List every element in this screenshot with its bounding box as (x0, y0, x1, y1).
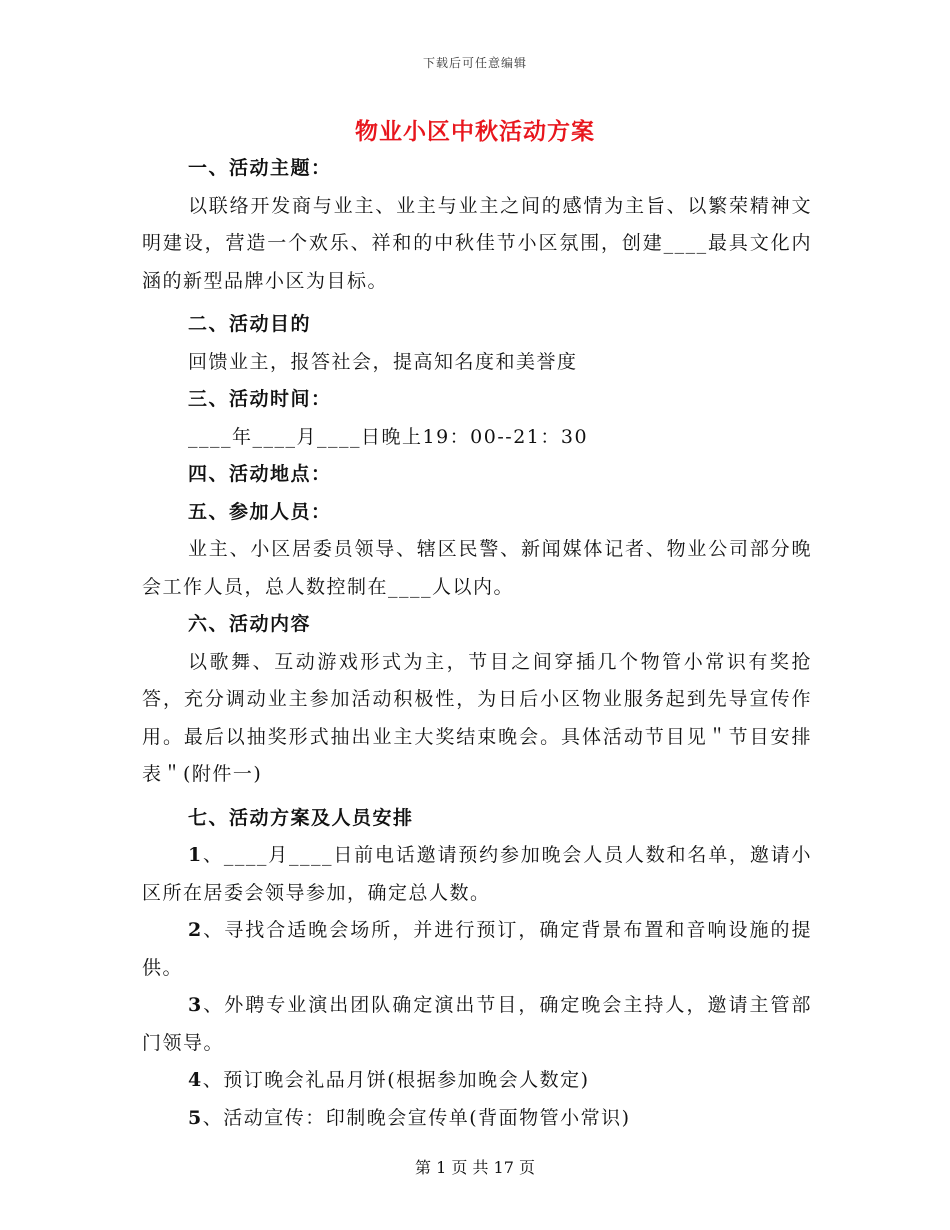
section-heading-location: 四、活动地点： (188, 463, 332, 485)
document-body (142, 150, 812, 1137)
list-item-number: 5 (188, 1106, 203, 1129)
list-item-text: 、寻找合适晚会场所，并进行预订，确定背景布置和音响设施的提供。 (142, 919, 812, 979)
section-heading-time: 三、活动时间： (188, 388, 332, 410)
page-number: 第 1 页 共 17 页 (415, 1158, 535, 1177)
section-heading-participants: 五、参加人员： (188, 500, 332, 523)
list-item-text: 、预订晚会礼品月饼(根据参加晚会人数定) (202, 1069, 590, 1091)
section-heading-content: 六、活动内容 (188, 613, 312, 635)
list-item-number: 4 (188, 1069, 203, 1091)
document-title: 物业小区中秋活动方案 (355, 118, 595, 145)
list-item-number: 2 (188, 919, 203, 941)
list-item (142, 837, 812, 912)
list-item-number: 3 (188, 994, 203, 1016)
list-item-text: 、____月____日前电话邀请预约参加晚会人员人数和名单，邀请小区所在居委会领导参加，确定总人数。 (142, 844, 812, 904)
section-body-content: 以歌舞、互动游戏形式为主，节目之间穿插几个物管小常识有奖抢答，充分调动业主参加活动积极性，为日后小区物业服务起到先导宣传作用。最后以抽奖形式抽出业主大奖结束晚会。具体活动节目见＂节目安排表＂(附件一) (142, 650, 812, 785)
section-body-participants: 业主、小区居委员领导、辖区民警、新闻媒体记者、物业公司部分晚会工作人员，总人数控制在____人以内。 (142, 538, 812, 598)
list-item (142, 1100, 812, 1138)
list-item (142, 987, 812, 1062)
section-body-theme: 以联络开发商与业主、业主与业主之间的感情为主旨、以繁荣精神文明建设，营造一个欢乐、祥和的中秋佳节小区氛围，创建____最具文化内涵的新型品牌小区为目标。 (142, 194, 812, 292)
section-heading-purpose: 二、活动目的 (188, 313, 312, 335)
section-body-purpose: 回馈业主，报答社会，提高知名度和美誉度 (188, 350, 578, 373)
list-item (142, 1062, 812, 1100)
section-body-time: ____年____月____日晚上19：00--21：30 (188, 425, 589, 448)
list-item (142, 912, 812, 987)
section-heading-theme: 一、活动主题： (188, 157, 332, 179)
list-item-text: 、外聘专业演出团队确定演出节目，确定晚会主持人，邀请主管部门领导。 (142, 994, 812, 1054)
list-item-number: 1 (188, 844, 203, 866)
header-note: 下载后可任意编辑 (422, 56, 527, 70)
list-item-text: 、活动宣传：印制晚会宣传单(背面物管小常识) (202, 1106, 631, 1129)
section-heading-arrangement: 七、活动方案及人员安排 (188, 806, 414, 829)
